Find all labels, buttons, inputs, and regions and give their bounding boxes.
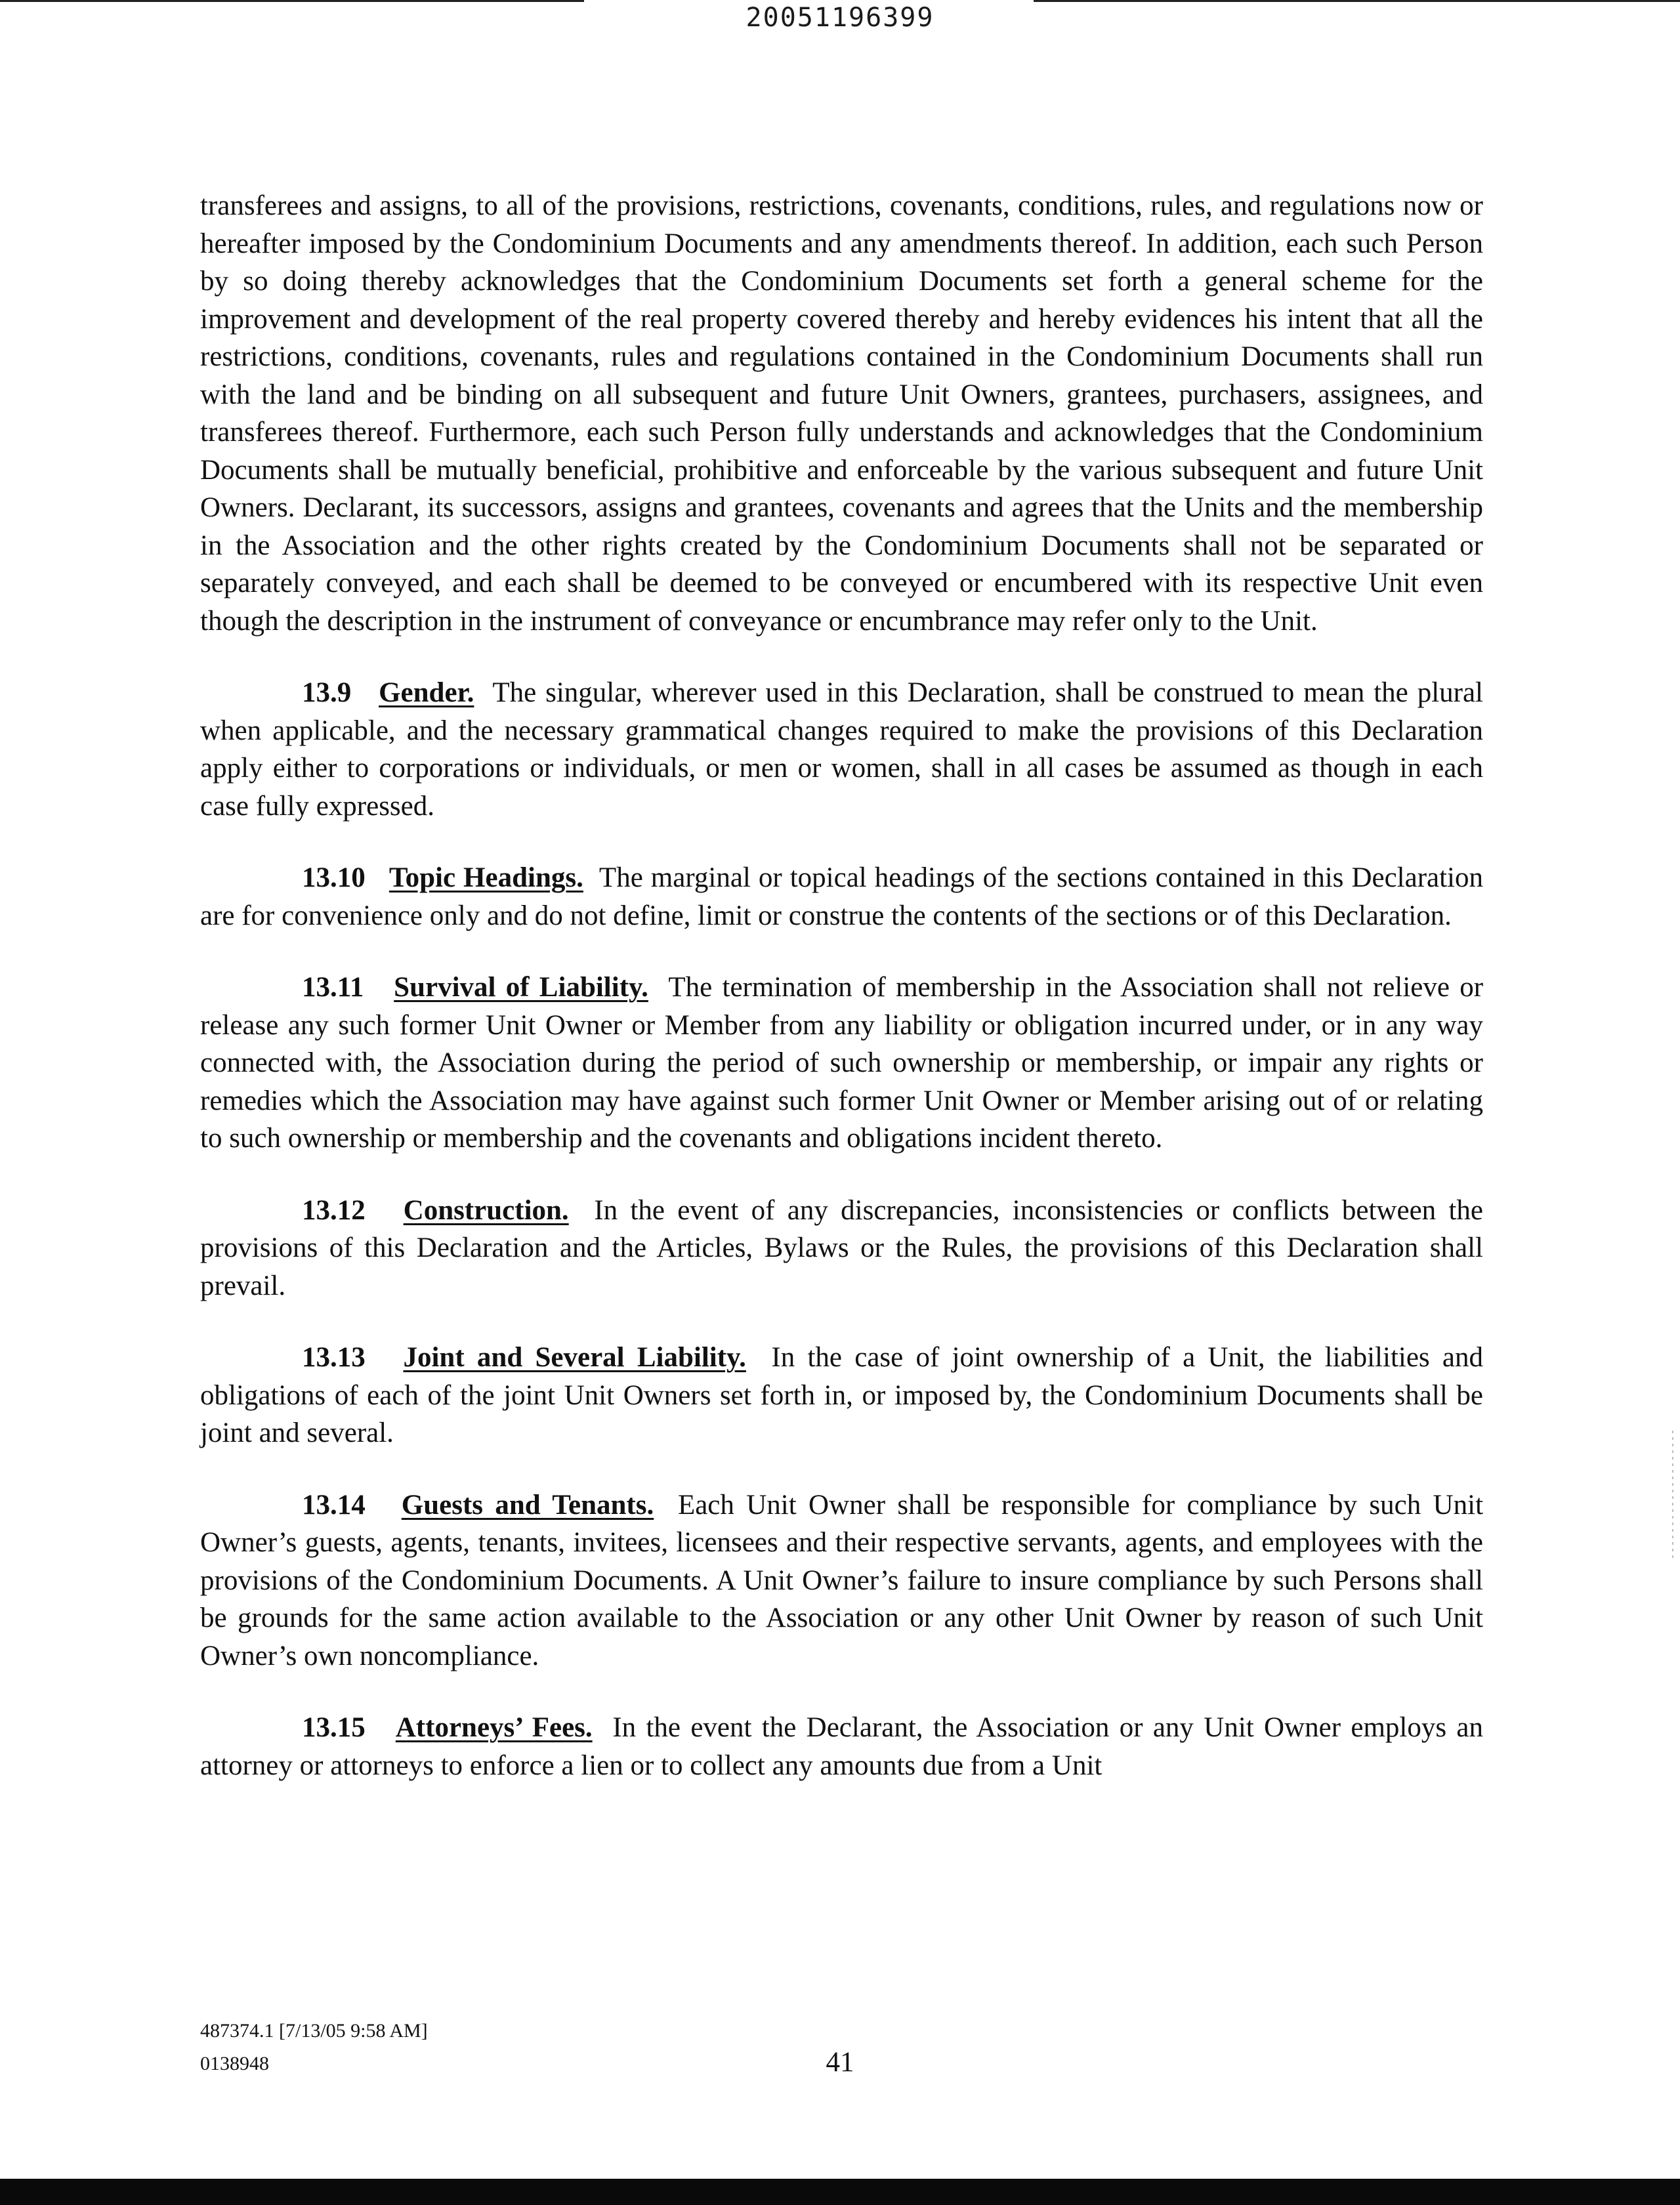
section-13-11	[200, 969, 1483, 1158]
section-13-14	[200, 1486, 1483, 1675]
section-13-13	[200, 1339, 1483, 1452]
document-number: 20051196399	[746, 3, 934, 33]
section-text: In the event the Declarant, the Association or any Unit Owner employs an attorney or attorneys to enforce a lien or to collect any amounts due from a Unit	[200, 1712, 1484, 1781]
intro-paragraph: transferees and assigns, to all of the provisions, restrictions, covenants, conditions, rules, and regulations now or hereafter imposed by the Condominium Documents and any amendments thereof. In addition, each such Person by so doing thereby acknowledges that the Condominium Documents set forth a general scheme for the improvement and development of the real property covered thereby and hereby evidences his intent that all the restrictions, conditions, covenants, rules and regulations contained in the Condominium Documents shall run with the land and be binding on all subsequent and future Unit Owners, grantees, purchasers, assignees, and transferees thereof. Furthermore, each such Person fully understands and acknowledges that the Condominium Documents shall be mutually beneficial, prohibitive and enforceable by the various subsequent and future Unit Owners. Declarant, its successors, assigns and grantees, covenants and agrees that the Units and the membership in the Association and the other rights created by the Condominium Documents shall not be separated or separately conveyed, and each shall be deemed to be conveyed or encumbered with its respective Unit even though the description in the instrument of conveyance or encumbrance may refer only to the Unit.	[200, 190, 1483, 637]
section-text: In the event of any discrepancies, inconsistencies or conflicts between the provisions of this Declaration and the Articles, Bylaws or the Rules, the provisions of this Declaration shall prevail.	[200, 1194, 1483, 1301]
section-title: Gender.	[379, 677, 474, 708]
footer-document-reference: 487374.1 [7/13/05 9:58 AM]	[200, 2020, 428, 2042]
section-text: The termination of membership in the Association shall not relieve or release any such former Unit Owner or Member from any liability or obligation incurred under, or in any way connected with, the Association during the period of such ownership or membership, or impair any rights or remedies which the Association may have against such former Unit Owner or Member arising out of or relating to such ownership or membership and the covenants and obligations incident thereto.	[200, 972, 1484, 1154]
section-title: Topic Headings.	[388, 862, 583, 893]
section-title: Construction.	[403, 1194, 569, 1226]
section-13-12	[200, 1192, 1483, 1305]
section-number: 13.14	[302, 1489, 366, 1521]
document-body	[200, 187, 1483, 1784]
section-title: Joint and Several Liability.	[403, 1342, 746, 1373]
section-title: Attorneys’ Fees.	[395, 1712, 593, 1743]
section-title: Guests and Tenants.	[401, 1489, 654, 1521]
section-text: In the case of joint ownership of a Unit, the liabilities and obligations of each of the joint Unit Owners set forth in, or imposed by, the Condominium Documents shall be joint and several.	[200, 1342, 1483, 1448]
top-rule-left	[0, 0, 584, 2]
section-number: 13.9	[302, 677, 352, 708]
section-text: The marginal or topical headings of the sections contained in this Declaration are for convenience only and do not define, limit or construe the contents of the sections or of this Declaration.	[200, 862, 1484, 931]
section-text: The singular, wherever used in this Declaration, shall be construed to mean the plural when applicable, and the necessary grammatical changes required to make the provisions of this Declaration apply either to corporations or individuals, or men or women, shall in all cases be assumed as though in each case fully expressed.	[200, 677, 1483, 822]
footer-code: 0138948	[200, 2053, 269, 2074]
section-13-9	[200, 674, 1483, 825]
section-text: Each Unit Owner shall be responsible for compliance by such Unit Owner’s guests, agents, tenants, invitees, licensees and their respective servants, agents, and employees with the provisions of the Condominium Documents. A Unit Owner’s failure to insure compliance by such Persons shall be grounds for the same action available to the Association or any other Unit Owner by reason of such Unit Owner’s own noncompliance.	[200, 1489, 1484, 1671]
section-number: 13.12	[302, 1194, 366, 1226]
section-number: 13.13	[302, 1342, 366, 1373]
section-13-10	[200, 859, 1483, 934]
top-rule-right	[1034, 0, 1680, 2]
page-number: 41	[826, 2047, 854, 2078]
section-13-15	[200, 1709, 1483, 1784]
bottom-scan-border	[0, 2179, 1680, 2205]
section-title: Survival of Liability.	[394, 972, 648, 1003]
section-number: 13.10	[302, 862, 366, 893]
section-number: 13.11	[302, 972, 364, 1003]
section-number: 13.15	[302, 1712, 366, 1743]
scan-artifact-mark	[1672, 1431, 1673, 1562]
